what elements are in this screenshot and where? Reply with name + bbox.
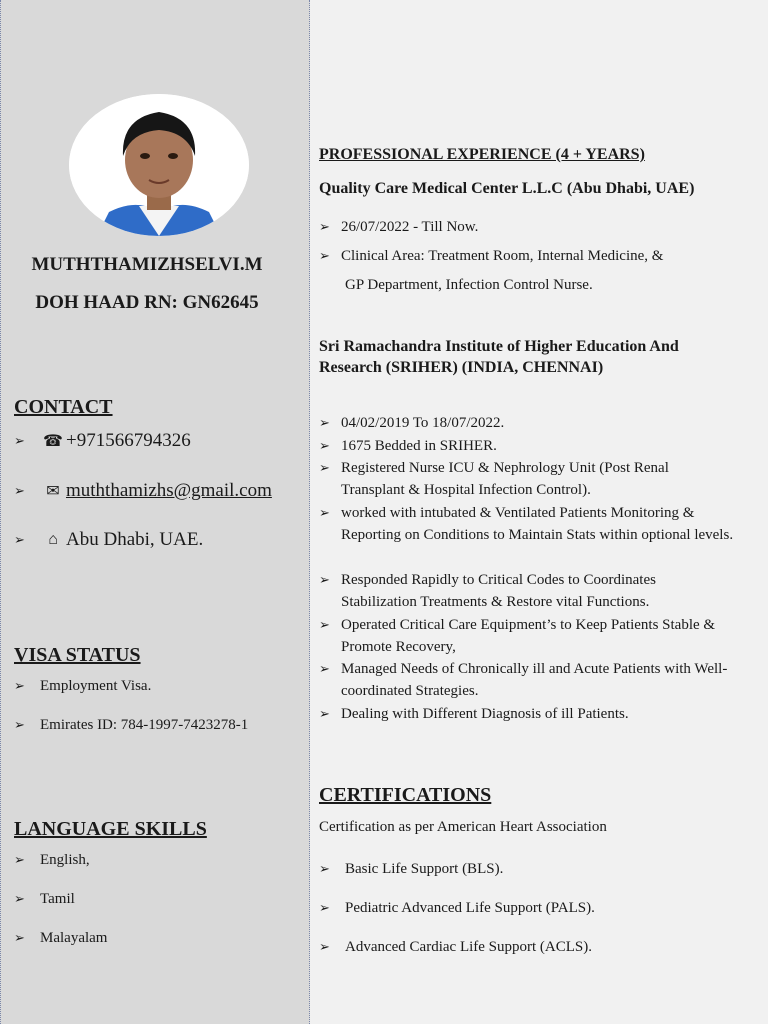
bullet-arrow-icon: ➢	[319, 661, 330, 676]
experience-item	[319, 435, 749, 457]
bullet-arrow-icon: ➢	[14, 852, 25, 867]
bullet-arrow-icon: ➢	[14, 678, 25, 693]
bullet-arrow-icon: ➢	[319, 219, 330, 234]
bullet-arrow-icon: ➢	[319, 572, 330, 587]
employer-name: Quality Care Medical Center L.L.C (Abu Dhabi, UAE)	[319, 180, 695, 197]
bullet-arrow-icon: ➢	[319, 505, 330, 520]
experience-item-text: Operated Critical Care Equipment’s to Keep Patients Stable & Promote Recovery,	[341, 617, 716, 656]
bullet-arrow-icon: ➢	[319, 248, 330, 263]
employer-name: Sri Ramachandra Institute of Higher Education And Research (SRIHER) (INDIA, CHENNAI)	[319, 338, 679, 376]
language-item-text: Malayalam	[40, 930, 108, 946]
house-icon: ⌂	[48, 531, 58, 548]
language-item	[14, 930, 107, 947]
certifications-intro: Certification as per American Heart Association	[319, 819, 607, 835]
experience-item	[319, 614, 749, 659]
bullet-arrow-icon: ➢	[14, 433, 25, 448]
experience-item	[319, 245, 749, 267]
visa-heading: VISA STATUS	[14, 644, 141, 666]
certification-item-text: Basic Life Support (BLS).	[345, 861, 504, 877]
bullet-arrow-icon: ➢	[319, 415, 330, 430]
experience-item-text: Clinical Area: Treatment Room, Internal Medicine, &	[341, 248, 664, 264]
experience-heading: PROFESSIONAL EXPERIENCE (4 + YEARS)	[319, 146, 645, 163]
certification-item	[319, 858, 749, 880]
envelope-icon: ✉	[46, 483, 60, 500]
language-item-text: Tamil	[40, 891, 75, 907]
certification-item	[319, 897, 749, 919]
bullet-arrow-icon: ➢	[319, 861, 330, 876]
certification-item-text: Pediatric Advanced Life Support (PALS).	[345, 900, 595, 916]
visa-item	[14, 717, 248, 734]
experience-item	[319, 412, 749, 434]
experience-item	[319, 703, 749, 725]
experience-item	[319, 216, 749, 238]
language-item	[14, 891, 75, 908]
experience-item-text: 1675 Bedded in SRIHER.	[341, 438, 497, 454]
experience-item-text: Dealing with Different Diagnosis of ill Patients.	[341, 706, 629, 722]
bullet-arrow-icon: ➢	[319, 706, 330, 721]
person-photo-icon	[69, 94, 249, 236]
certification-item-text: Advanced Cardiac Life Support (ACLS).	[345, 939, 593, 955]
location-text: Abu Dhabi, UAE.	[66, 529, 204, 550]
email-link[interactable]: muththamizhs@gmail.com	[66, 480, 272, 501]
experience-item-text: Responded Rapidly to Critical Codes to Coordinates Stabilization Treatments & Restore vital Functions.	[341, 572, 656, 611]
visa-item	[14, 678, 151, 695]
bullet-arrow-icon: ➢	[14, 532, 25, 547]
candidate-name: MUTHTHAMIZHSELVI.M	[31, 254, 263, 275]
contact-email-row	[14, 480, 272, 502]
bullet-arrow-icon: ➢	[14, 717, 25, 732]
certification-item	[319, 936, 749, 958]
language-item	[14, 852, 90, 869]
profile-photo	[69, 94, 249, 236]
contact-phone-row	[14, 430, 191, 452]
experience-item-text: Registered Nurse ICU & Nephrology Unit (Post Renal Transplant & Hospital Infection Control).	[341, 460, 669, 499]
phone-icon: ☎	[43, 433, 63, 450]
contact-location-row	[14, 529, 203, 551]
contact-heading: CONTACT	[14, 396, 113, 418]
registration-number: DOH HAAD RN: GN62645	[35, 292, 259, 313]
experience-item	[319, 457, 729, 502]
experience-item-continued	[319, 274, 749, 296]
bullet-arrow-icon: ➢	[319, 900, 330, 915]
experience-item	[319, 502, 739, 547]
experience-item-text: 04/02/2019 To 18/07/2022.	[341, 415, 505, 431]
visa-item-text: Employment Visa.	[40, 678, 152, 694]
bullet-arrow-icon: ➢	[319, 939, 330, 954]
experience-item-text: Managed Needs of Chronically ill and Acute Patients with Well-coordinated Strategies.	[341, 661, 728, 700]
experience-item	[319, 658, 739, 703]
experience-item-text: GP Department, Infection Control Nurse.	[345, 277, 593, 293]
experience-item	[319, 569, 729, 614]
bullet-arrow-icon: ➢	[14, 891, 25, 906]
language-item-text: English,	[40, 852, 90, 868]
language-heading: LANGUAGE SKILLS	[14, 818, 207, 840]
bullet-arrow-icon: ➢	[319, 438, 330, 453]
bullet-arrow-icon: ➢	[319, 617, 330, 632]
experience-item-text: 26/07/2022 - Till Now.	[341, 219, 479, 235]
experience-item-text: worked with intubated & Ventilated Patients Monitoring & Reporting on Conditions to Maintain Stats within optional levels.	[341, 505, 734, 544]
bullet-arrow-icon: ➢	[14, 483, 25, 498]
bullet-arrow-icon: ➢	[319, 460, 330, 475]
phone-number: +971566794326	[66, 430, 191, 451]
visa-item-text: Emirates ID: 784-1997-7423278-1	[40, 717, 249, 733]
certifications-heading: CERTIFICATIONS	[319, 784, 492, 806]
bullet-arrow-icon: ➢	[14, 930, 25, 945]
